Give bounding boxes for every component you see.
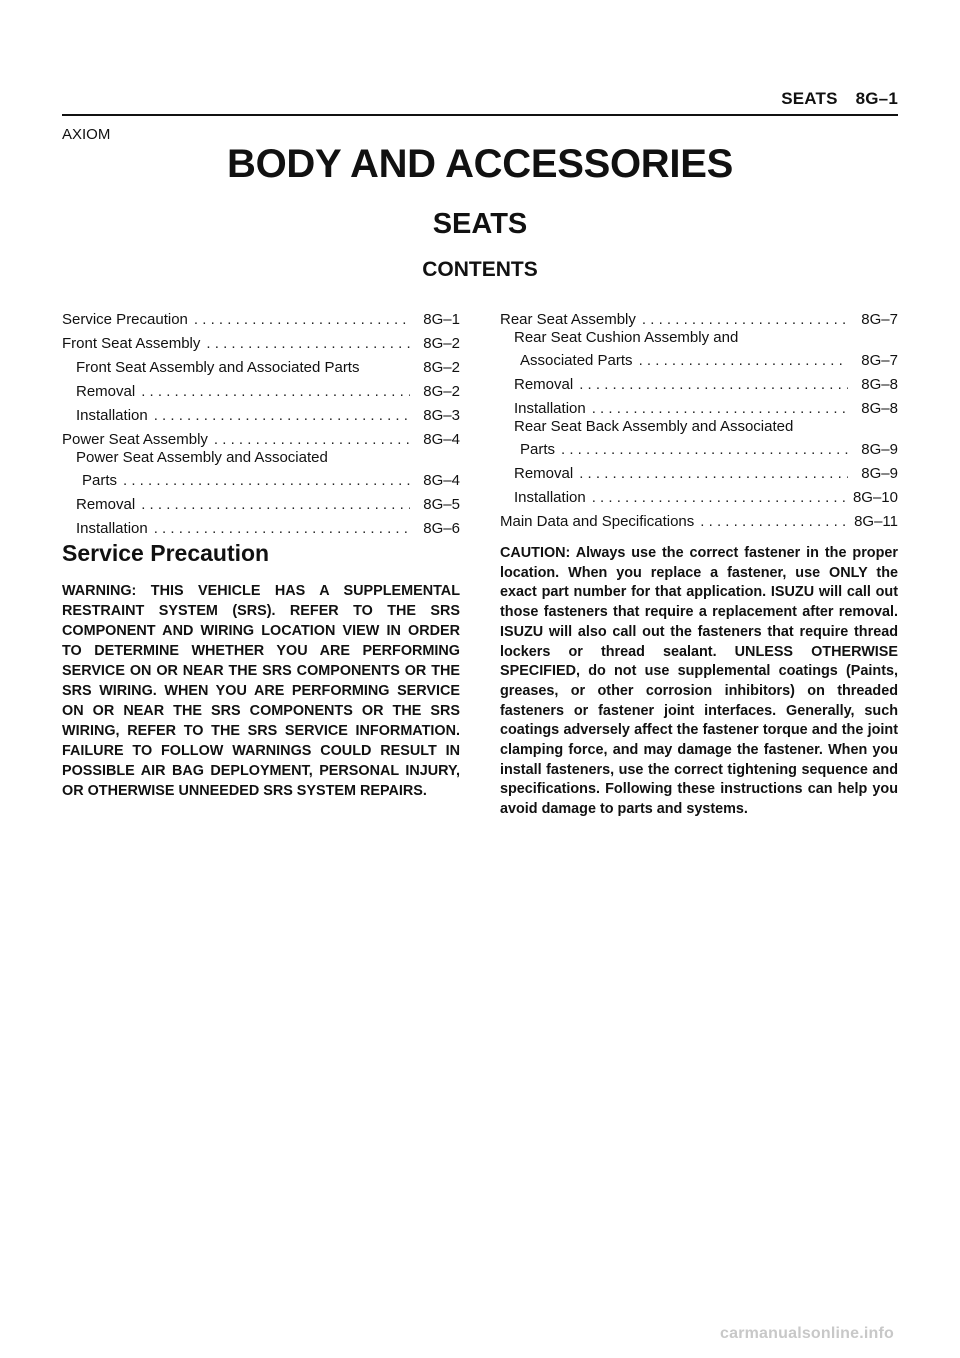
toc-leader-dots xyxy=(579,465,848,482)
toc-entry[interactable] xyxy=(62,468,460,489)
watermark: carmanualsonline.info xyxy=(720,1325,895,1342)
toc-entry-page: 8G–7 xyxy=(861,352,898,369)
toc-entry-title: Installation xyxy=(514,400,586,417)
model-name: AXIOM xyxy=(62,126,111,143)
service-precaution-heading: Service Precaution xyxy=(62,540,270,566)
toc-leader-dots xyxy=(561,441,848,458)
toc-entry[interactable] xyxy=(62,424,460,448)
toc-leader-dots xyxy=(141,496,410,513)
toc-leader-dots xyxy=(206,335,410,352)
toc-entry[interactable] xyxy=(500,506,898,530)
toc-entry-page: 8G–2 xyxy=(423,359,460,376)
section-title: SEATS xyxy=(432,208,528,240)
toc-leader-dots xyxy=(592,400,848,417)
toc-entry-title: Power Seat Assembly xyxy=(62,431,208,448)
toc-leader-dots xyxy=(700,513,848,530)
toc-leader-dots xyxy=(642,311,848,328)
toc-entry[interactable] xyxy=(62,352,460,376)
toc-leader-dots xyxy=(154,407,410,424)
toc-entry-title: Removal xyxy=(76,383,136,400)
contents-heading: CONTENTS xyxy=(422,258,538,281)
toc-entry-title: Removal xyxy=(76,496,136,513)
toc-entry-title: Removal xyxy=(514,465,574,482)
toc-entry-title: Main Data and Specifications xyxy=(500,513,695,530)
toc-entry-title: Installation xyxy=(76,520,148,537)
toc-entry-first-line[interactable]: Power Seat Assembly and Associated xyxy=(76,449,328,466)
toc-leader-dots xyxy=(141,383,410,400)
toc-entry[interactable] xyxy=(62,304,460,328)
toc-entry-page: 8G–1 xyxy=(423,311,460,328)
toc-left-column xyxy=(62,304,460,537)
toc-entry-page: 8G–4 xyxy=(423,431,460,448)
toc-entry-title: Removal xyxy=(514,376,574,393)
toc-leader-dots xyxy=(639,352,848,369)
toc-entry-title: Front Seat Assembly xyxy=(62,335,201,352)
header-rule xyxy=(62,114,898,116)
toc-leader-dots xyxy=(194,311,410,328)
toc-entry[interactable] xyxy=(500,369,898,393)
toc-entry-title: Installation xyxy=(514,489,586,506)
fastener-caution-text: CAUTION: Always use the correct fastener in the proper location. When you replace a fastener, use ONLY the exact part number for that application. ISUZU will call out those fasteners that require a replacement after removal. ISUZU will also call out the fasteners that require thread lockers or thread sealant. UNLESS OTHERWISE SPECIFIED, do not use supplemental coatings (Paints, greases, or other corrosion inhibitors) on threaded fasteners or fastener joint interfaces. Generally, such coatings adversely affect the fastener torque and the joint clamping force, and may damage the fastener. When you install fasteners, use the correct tightening sequence and specifications. Following these instructions can help you avoid damage to parts and systems. xyxy=(500,545,898,818)
toc-entry[interactable] xyxy=(500,304,898,328)
toc-entry-page: 8G–7 xyxy=(861,311,898,328)
toc-entry[interactable] xyxy=(62,328,460,352)
toc-leader-dots xyxy=(154,520,410,537)
toc-entry-page: 8G–2 xyxy=(423,335,460,352)
toc-entry-page: 8G–9 xyxy=(861,441,898,458)
toc-entry-title: Front Seat Assembly and Associated Parts xyxy=(76,359,360,376)
toc-entry-title: Parts xyxy=(520,441,556,458)
toc-entry-title: Installation xyxy=(76,407,148,424)
toc-entry-page: 8G–9 xyxy=(861,465,898,482)
toc-entry-page: 8G–2 xyxy=(423,383,460,400)
toc-leader-dots xyxy=(123,472,410,489)
toc-entry-first-line[interactable]: Rear Seat Back Assembly and Associated xyxy=(514,418,794,435)
toc-entry[interactable] xyxy=(500,437,898,458)
toc-entry-title: Service Precaution xyxy=(62,311,188,328)
toc-right-column xyxy=(500,304,898,530)
toc-entry[interactable] xyxy=(62,513,460,537)
toc-entry[interactable] xyxy=(62,489,460,513)
toc-entry[interactable] xyxy=(500,393,898,417)
toc-leader-dots xyxy=(592,489,847,506)
toc-entry[interactable] xyxy=(500,482,898,506)
toc-entry-title: Associated Parts xyxy=(520,352,633,369)
toc-entry[interactable] xyxy=(62,376,460,400)
toc-entry-page: 8G–8 xyxy=(861,376,898,393)
toc-entry-page: 8G–3 xyxy=(423,407,460,424)
toc-leader-dots xyxy=(579,376,848,393)
toc-leader-dots xyxy=(214,431,410,448)
running-head xyxy=(763,89,898,109)
toc-entry-page: 8G–5 xyxy=(423,496,460,513)
toc-entry-page: 8G–11 xyxy=(854,513,898,530)
toc-entry-first-line[interactable]: Rear Seat Cushion Assembly and xyxy=(514,329,739,346)
toc-entry-page: 8G–6 xyxy=(423,520,460,537)
page-number: 8G–1 xyxy=(855,89,898,108)
toc-entry-title: Parts xyxy=(82,472,118,489)
toc-entry-title: Rear Seat Assembly xyxy=(500,311,636,328)
toc-entry[interactable] xyxy=(500,348,898,369)
toc-entry[interactable] xyxy=(62,400,460,424)
chapter-title: BODY AND ACCESSORIES xyxy=(227,142,733,186)
toc-entry-page: 8G–10 xyxy=(852,489,898,506)
section-name: SEATS xyxy=(781,89,838,108)
toc-entry-page: 8G–4 xyxy=(423,472,460,489)
srs-warning-text: WARNING: THIS VEHICLE HAS A SUPPLEMENTAL RESTRAINT SYSTEM (SRS). REFER TO THE SRS COMPONENT AND WIRING LOCATION VIEW IN ORDER TO DETERMINE WHETHER YOU ARE PERFORMING SERVICE ON OR NEAR THE SRS COMPONENTS OR THE SRS WIRING. WHEN YOU ARE PERFORMING SERVICE ON OR NEAR THE SRS COMPONENTS OR THE SRS WIRING, REFER TO THE SRS SERVICE INFORMATION. FAILURE TO FOLLOW WARNINGS COULD RESULT IN POSSIBLE AIR BAG DEPLOYMENT, PERSONAL INJURY, OR OTHERWISE UNNEEDED SRS SYSTEM REPAIRS. xyxy=(62,583,460,799)
toc-entry-page: 8G–8 xyxy=(861,400,898,417)
toc-entry[interactable] xyxy=(500,458,898,482)
